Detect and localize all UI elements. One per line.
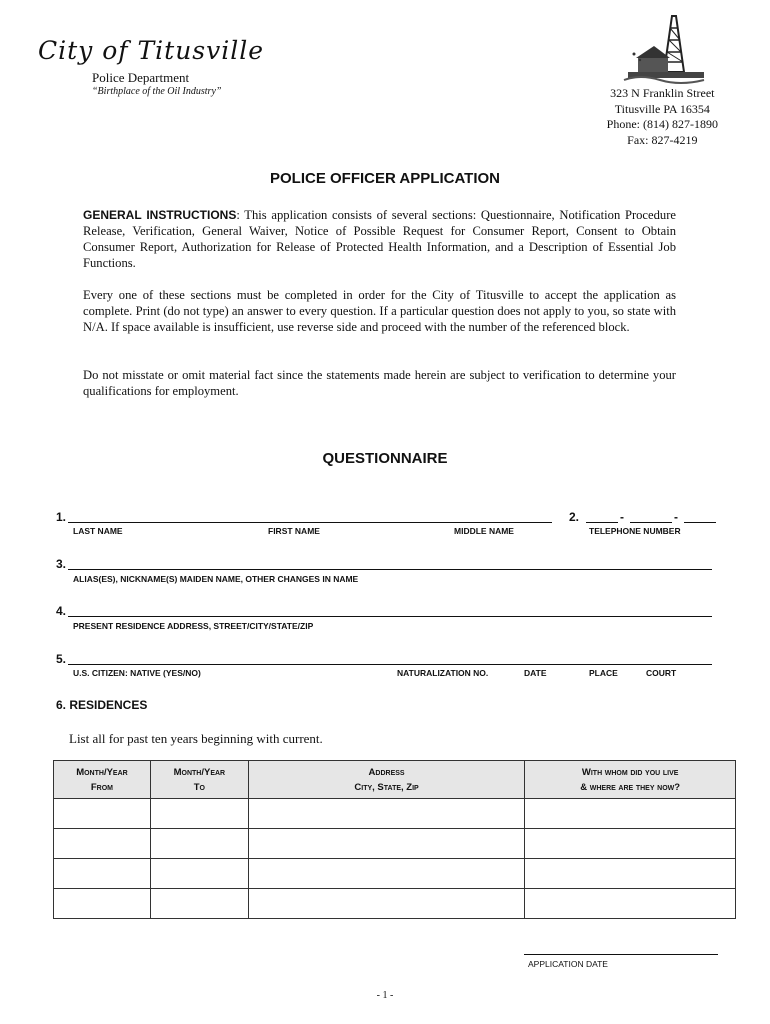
address-cell[interactable]	[248, 889, 525, 919]
telephone-label: TELEPHONE NUMBER	[589, 526, 681, 536]
full-name-field[interactable]	[68, 522, 552, 523]
with-whom-cell[interactable]	[525, 889, 736, 919]
table-header-row	[54, 761, 736, 799]
page-title: POLICE OFFICER APPLICATION	[269, 170, 500, 187]
page-number: - 1 -	[376, 990, 394, 1001]
to-cell[interactable]	[150, 829, 248, 859]
city-motto: “Birthplace of the Oil Industry”	[92, 86, 222, 97]
table-row	[54, 829, 736, 859]
address-cell[interactable]	[248, 799, 525, 829]
phone-separator: -	[674, 510, 678, 524]
field-4-number: 4.	[56, 604, 67, 618]
column-header-address: Address City, State, Zip	[248, 761, 525, 799]
address-fax: Fax: 827-4219	[627, 132, 698, 147]
general-instructions	[83, 207, 676, 271]
citizenship-field[interactable]	[68, 664, 712, 665]
application-date-field[interactable]	[524, 954, 718, 955]
instructions-text: : This application consists of several sections: Questionnaire, Notification Procedure Release, Verification, General Waiver, Notice of Possible Request for Consumer Report, Consent to Obtain Consumer Report, Authorization for Release of Protected Health Information, and a Description of Essential Job Functions.	[83, 208, 676, 270]
from-cell[interactable]	[54, 859, 151, 889]
column-header-to: Month/Year To	[150, 761, 248, 799]
residences-table	[53, 760, 736, 919]
field-2-number: 2.	[569, 510, 580, 524]
address-phone: Phone: (814) 827-1890	[606, 117, 718, 131]
phone-separator: -	[620, 510, 624, 524]
residence-address-field[interactable]	[68, 616, 712, 617]
residences-heading: 6. RESIDENCES	[56, 698, 148, 712]
field-1-number: 1.	[56, 510, 67, 524]
residences-instruction: List all for past ten years beginning with current.	[69, 731, 323, 746]
from-cell[interactable]	[54, 799, 151, 829]
address-cell[interactable]	[248, 829, 525, 859]
date-label: DATE	[524, 668, 547, 678]
instructions-paragraph-2: Every one of these sections must be completed in order for the City of Titusville to accept the application as complete. Print (do not type) an answer to every question. If a particular question does not apply to you, so state with N/A. If space available is insufficient, use reverse side and proceed with the number of the referenced block.	[83, 288, 676, 334]
citizen-label: U.S. CITIZEN: NATIVE (YES/NO)	[73, 668, 201, 678]
court-label: COURT	[646, 668, 677, 678]
from-cell[interactable]	[54, 889, 151, 919]
with-whom-cell[interactable]	[525, 829, 736, 859]
table-row	[54, 889, 736, 919]
column-header-with-whom: With whom did you live & where are they now?	[525, 761, 736, 799]
column-header-from: Month/Year From	[54, 761, 151, 799]
first-name-label: FIRST NAME	[268, 526, 320, 536]
application-date-label: APPLICATION DATE	[528, 959, 608, 969]
city-title: City of Titusville	[38, 36, 265, 65]
field-5-number: 5.	[56, 652, 67, 666]
phone-area-code-field[interactable]	[586, 522, 618, 523]
questionnaire-title: QUESTIONNAIRE	[322, 450, 448, 467]
aliases-field[interactable]	[68, 569, 712, 570]
department-name: Police Department	[92, 70, 190, 85]
instructions-paragraph-3: Do not misstate or omit material fact since the statements made herein are subject to verification to determine your qualifications for employment.	[83, 368, 676, 398]
naturalization-label: NATURALIZATION NO.	[397, 668, 489, 678]
phone-line-field[interactable]	[684, 522, 716, 523]
with-whom-cell[interactable]	[525, 859, 736, 889]
table-row	[54, 799, 736, 829]
address-street: 323 N Franklin Street	[610, 86, 715, 100]
instructions-heading: GENERAL INSTRUCTIONS	[83, 208, 237, 222]
oil-derrick-logo-icon	[620, 14, 712, 90]
to-cell[interactable]	[150, 889, 248, 919]
to-cell[interactable]	[150, 859, 248, 889]
last-name-label: LAST NAME	[73, 526, 123, 536]
address-cell[interactable]	[248, 859, 525, 889]
aliases-label: ALIAS(ES), NICKNAME(S) MAIDEN NAME, OTHER CHANGES IN NAME	[73, 574, 359, 584]
department-address	[607, 86, 718, 148]
to-cell[interactable]	[150, 799, 248, 829]
place-label: PLACE	[589, 668, 618, 678]
with-whom-cell[interactable]	[525, 799, 736, 829]
address-city: Titusville PA 16354	[614, 101, 710, 116]
middle-name-label: MIDDLE NAME	[454, 526, 514, 536]
residence-address-label: PRESENT RESIDENCE ADDRESS, STREET/CITY/STATE/ZIP	[73, 621, 314, 631]
table-row	[54, 859, 736, 889]
field-3-number: 3.	[56, 557, 67, 571]
from-cell[interactable]	[54, 829, 151, 859]
phone-prefix-field[interactable]	[630, 522, 672, 523]
